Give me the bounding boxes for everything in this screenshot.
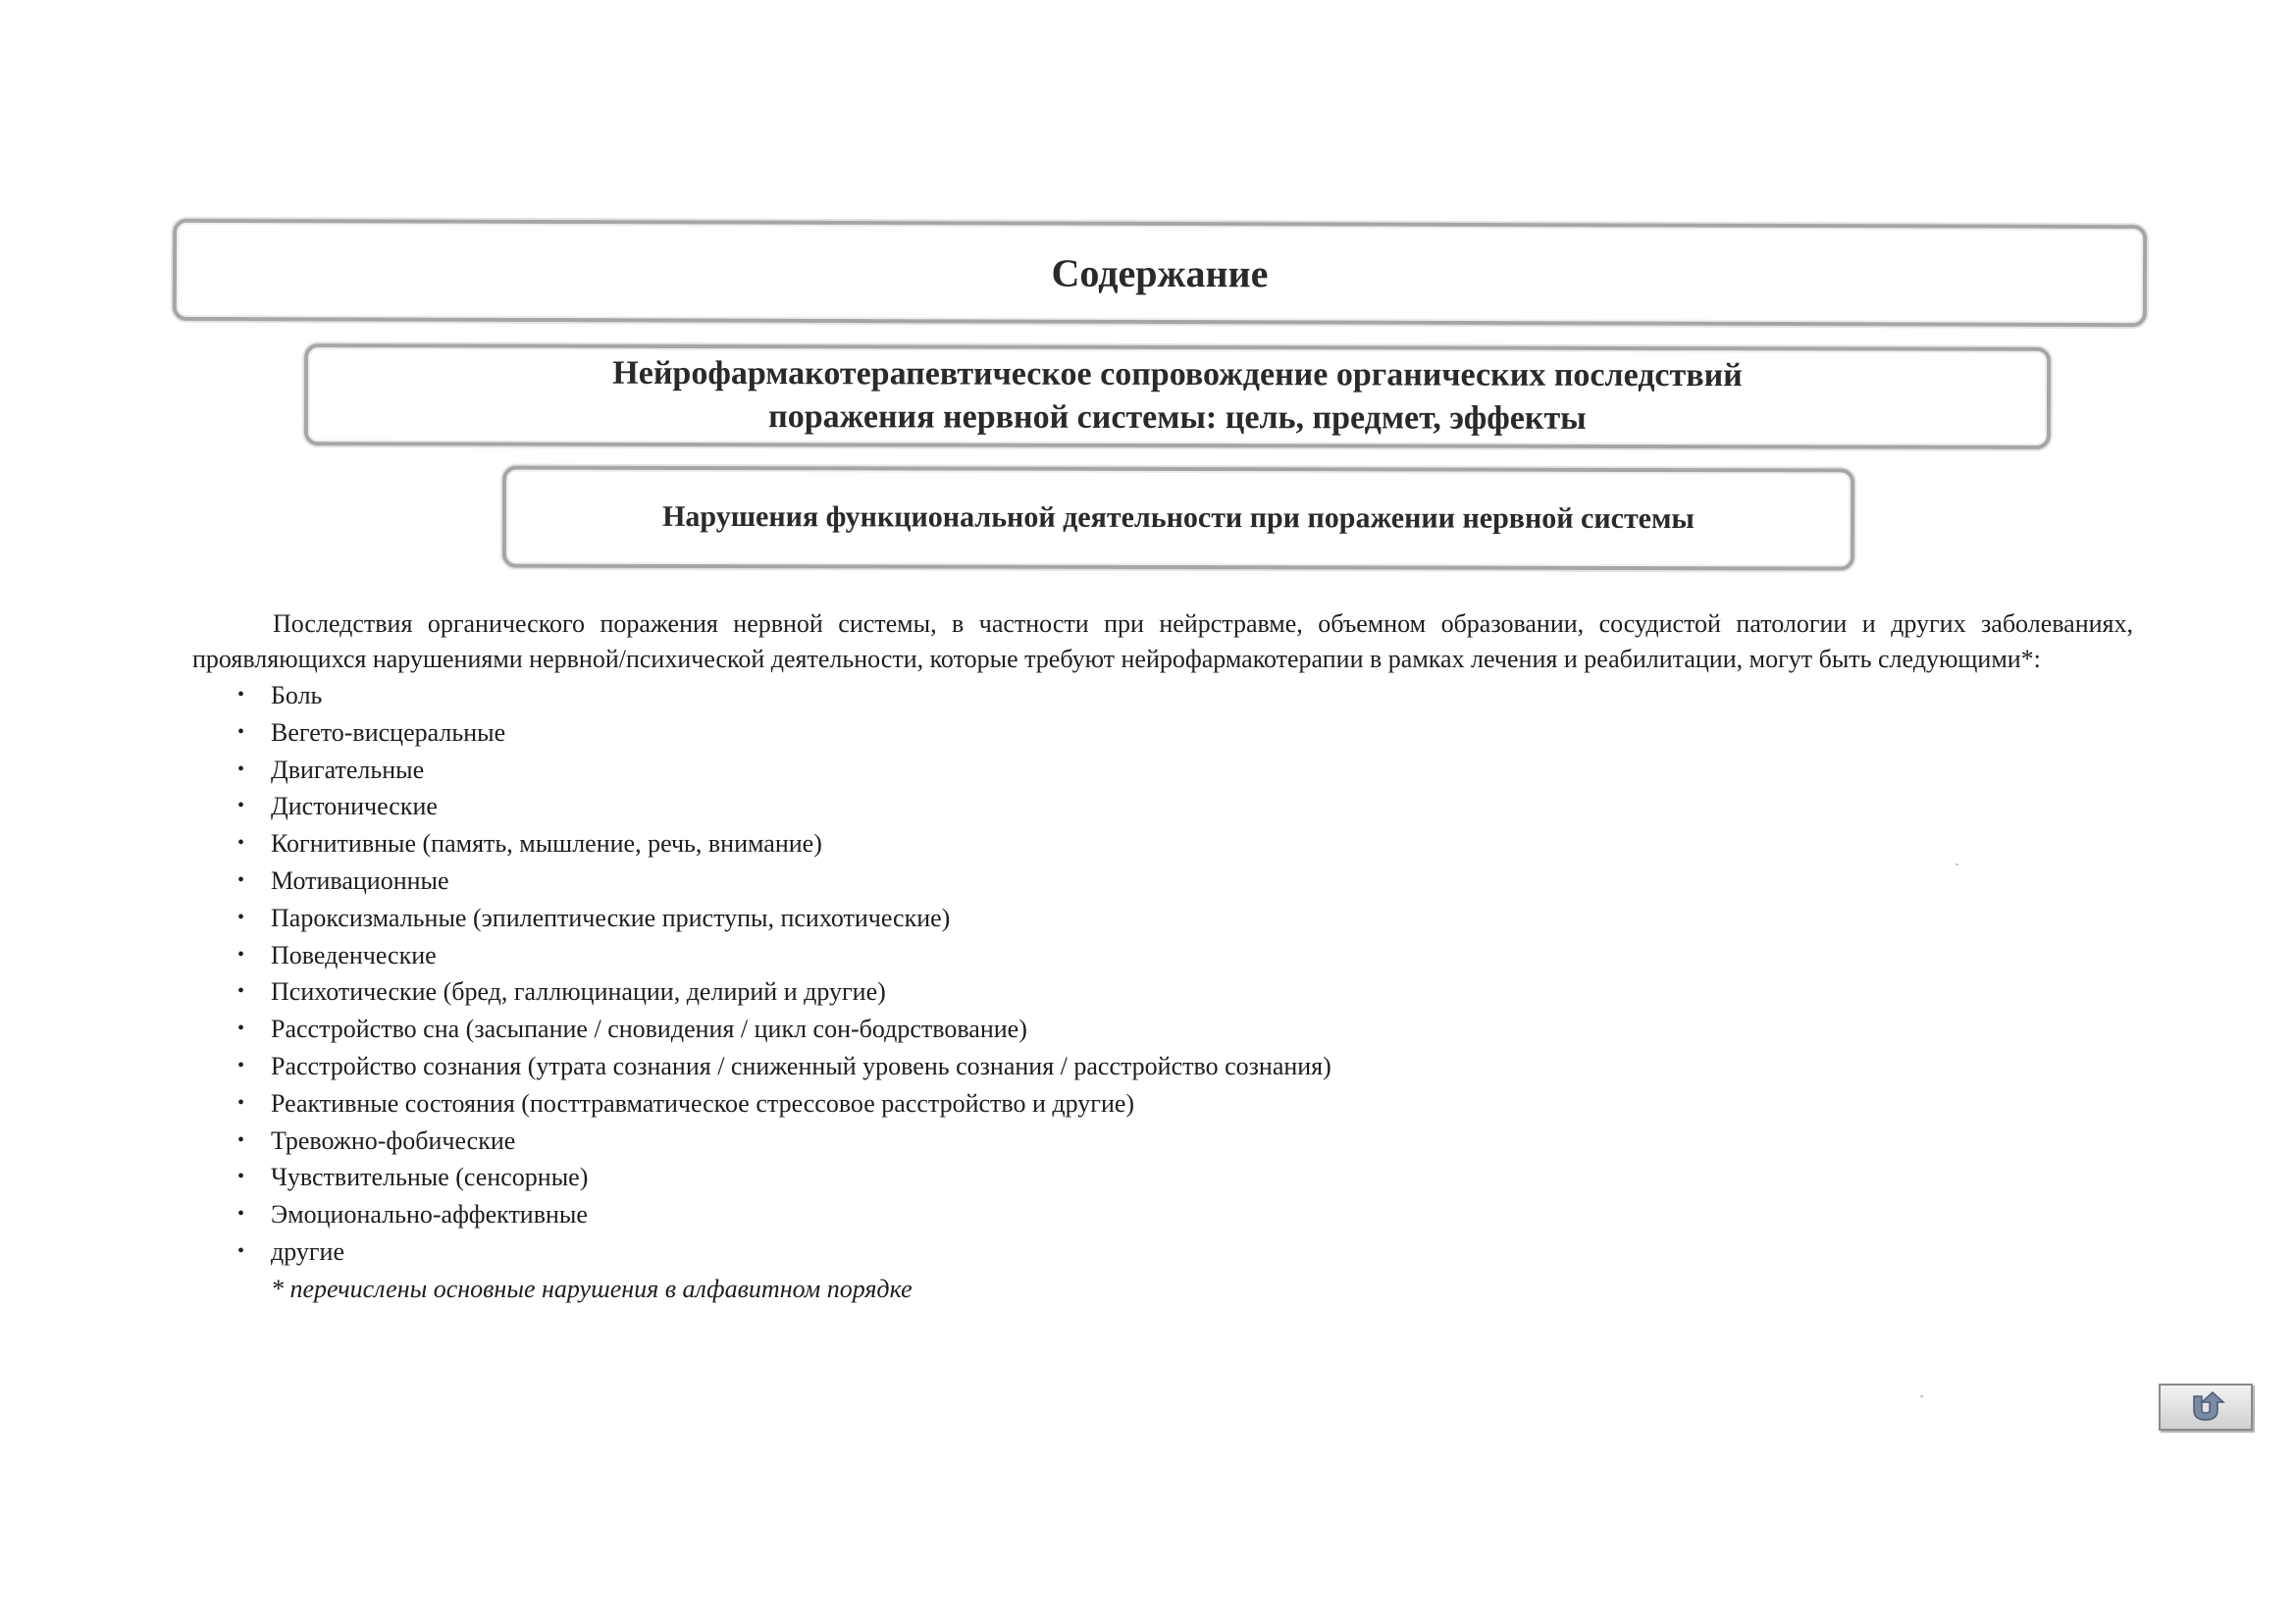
contents-title: Содержание (1051, 250, 1269, 295)
return-arrow-icon (2184, 1390, 2227, 1424)
list-item-text: Двигательные (271, 755, 425, 784)
list-item-text: Когнитивные (память, мышление, речь, внимание) (271, 829, 822, 859)
contents-link-box[interactable] (173, 219, 2147, 327)
list-item (237, 863, 2133, 900)
list-item-text: другие (271, 1236, 345, 1266)
list-item (237, 1159, 2133, 1196)
list-item (237, 973, 2133, 1011)
bullet-icon: • (237, 980, 245, 1003)
scan-speck (1956, 864, 1958, 865)
list-item (237, 1123, 2133, 1160)
main-content (192, 606, 2133, 1308)
list-item-text: Тревожно-фобические (271, 1126, 516, 1155)
list-item (237, 1085, 2133, 1123)
list-item-text: Боль (271, 681, 323, 709)
list-item-text: Дистонические (271, 792, 438, 821)
section-title-line-1: Нейрофармакотерапевтическое сопровождение органических последствий (612, 354, 1743, 394)
bullet-icon: • (237, 684, 245, 706)
list-item-text: Мотивационные (271, 865, 449, 895)
list-item (237, 714, 2133, 752)
list-item-text: Чувствительные (сенсорные) (271, 1163, 589, 1192)
section-title-line-2: поражения нервной системы: цель, предмет, эффекты (768, 398, 1587, 437)
bullet-icon: • (237, 720, 245, 743)
list-item (237, 900, 2133, 937)
bullet-icon: • (237, 943, 245, 966)
subsection-title: Нарушения функциональной деятельности при поражении нервной системы (662, 499, 1695, 536)
bullet-icon: • (237, 832, 245, 855)
bullet-icon: • (237, 868, 245, 891)
list-item (237, 1233, 2133, 1271)
footnote: * перечислены основные нарушения в алфавитном порядке (271, 1274, 913, 1303)
bullet-icon: • (237, 795, 245, 817)
list-item-text: Пароксизмальные (эпилептические приступы, психотические) (271, 903, 951, 932)
list-item (237, 677, 2133, 714)
list-item-text: Поведенческие (271, 940, 437, 969)
list-item (237, 1048, 2133, 1085)
bullet-icon: • (237, 1239, 245, 1262)
list-item (237, 1011, 2133, 1048)
list-item-text: Вегето-висцеральные (271, 717, 506, 747)
bullet-icon: • (237, 906, 245, 928)
list-item (237, 1196, 2133, 1233)
bullet-icon: • (237, 1018, 245, 1040)
bullet-icon: • (237, 1054, 245, 1076)
subsection-title-box[interactable] (502, 466, 1854, 571)
bullet-icon: • (237, 1203, 245, 1226)
list-item-text: Расстройство сна (засыпание / сновидения / цикл сон-бодрствование) (271, 1015, 1027, 1044)
list-item (237, 752, 2133, 789)
bullet-icon: • (237, 1128, 245, 1151)
return-button[interactable] (2159, 1384, 2253, 1431)
list-item-text: Расстройство сознания (утрата сознания / сниженный уровень сознания / расстройство сознания) (271, 1051, 1331, 1080)
bullet-icon: • (237, 758, 245, 780)
list-item-text: Эмоционально-аффективные (271, 1200, 588, 1230)
list-item (237, 788, 2133, 825)
list-item-text: Реактивные состояния (посттравматическое стрессовое расстройство и другие) (271, 1088, 1135, 1118)
list-item-text: Психотические (бред, галлюцинации, делирий и другие) (271, 977, 886, 1007)
bullet-icon: • (237, 1091, 245, 1114)
intro-paragraph: Последствия органического поражения нервной системы, в частности при нейрстравме, объемном образовании, сосудистой патологии и других заболеваниях, проявляющихся нарушениями нервной/психической деятельности, которые требуют нейрофармакотерапии в рамках лечения и реабилитации, могут быть следующими*: (192, 609, 2133, 673)
disorder-list (192, 677, 2133, 1271)
section-title-box[interactable] (304, 343, 2051, 449)
scan-speck (1920, 1395, 1923, 1397)
bullet-icon: • (237, 1166, 245, 1188)
list-item (237, 937, 2133, 974)
list-item (237, 825, 2133, 863)
